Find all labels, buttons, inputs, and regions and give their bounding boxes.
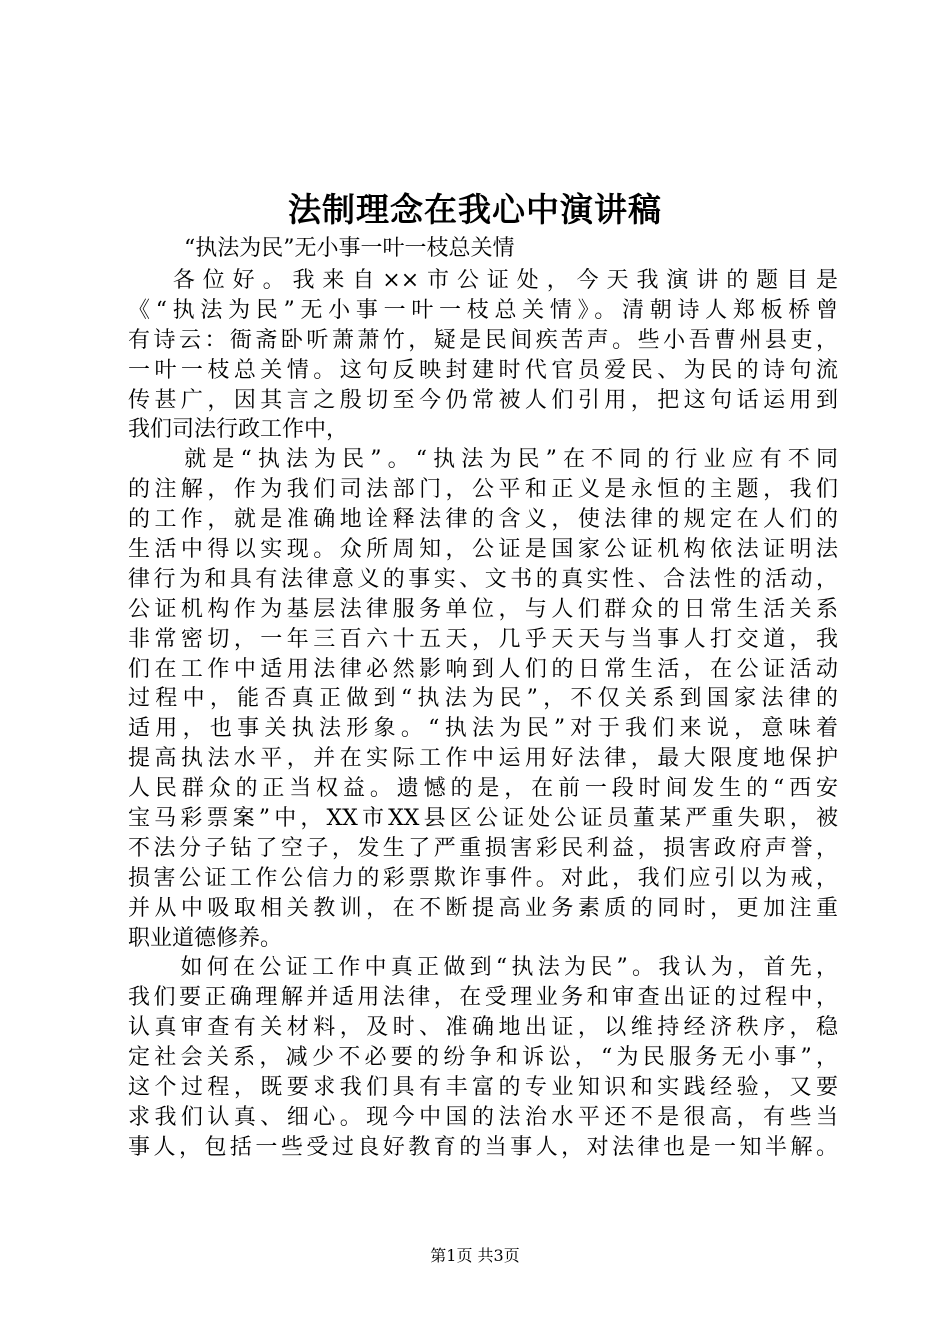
text-line: 公证机构作为基层法律服务单位，与人们群众的日常生活关系 — [128, 596, 838, 622]
text-line: 宝马彩票案”中，XX市XX县区公证处公证员董某严重失职，被 — [128, 806, 838, 832]
text-line: 的注解，作为我们司法部门，公平和正义是永恒的主题，我们 — [128, 477, 838, 503]
text-line: 提高执法水平，并在实际工作中运用好法律，最大限度地保护 — [128, 746, 838, 772]
text-line: 一叶一枝总关情。这句反映封建时代官员爱民、为民的诗句流 — [128, 357, 838, 383]
text-line: 们在工作中适用法律必然影响到人们的日常生活，在公证活动 — [128, 656, 838, 682]
text-line: 的工作，就是准确地诠释法律的含义，使法律的规定在人们的 — [128, 507, 838, 533]
text-line: 这个过程，既要求我们具有丰富的专业知识和实践经验，又要 — [128, 1075, 838, 1101]
text-line: 非常密切，一年三百六十五天，几乎天天与当事人打交道，我 — [128, 626, 838, 652]
text-line: 生活中得以实现。众所周知，公证是国家公证机构依法证明法 — [128, 537, 838, 563]
text-line: 如何在公证工作中真正做到“执法为民”。我认为，首先， — [128, 955, 838, 981]
page-title: 法制理念在我心中演讲稿 — [288, 190, 662, 229]
text-line: 律行为和具有法律意义的事实、文书的真实性、合法性的活动， — [128, 566, 838, 592]
body-text — [128, 266, 838, 1163]
text-line: 并从中吸取相关教训，在不断提高业务素质的同时，更加注重 — [128, 895, 838, 921]
page-footer: 第1页 共3页 — [430, 1246, 520, 1265]
text-line: 各位好。我来自××市公证处，今天我演讲的题目是 — [128, 268, 838, 293]
text-line: 认真审查有关材料，及时、准确地出证，以维持经济秩序，稳 — [128, 1015, 838, 1041]
text-line: 就是“执法为民”。“执法为民”在不同的行业应有不同 — [128, 447, 838, 473]
text-line: 职业道德修养。 — [128, 925, 283, 951]
text-line: 过程中，能否真正做到“执法为民”，不仅关系到国家法律的 — [128, 686, 838, 712]
text-line: 适用，也事关执法形象。“执法为民”对于我们来说，意味着 — [128, 716, 838, 742]
text-line: 损害公证工作公信力的彩票欺诈事件。对此，我们应引以为戒， — [128, 865, 838, 891]
speech-subtitle: “执法为民”无小事一叶一枝总关情 — [184, 236, 515, 261]
text-line: 我们司法行政工作中， — [128, 417, 349, 443]
text-line: 《“执法为民”无小事一叶一枝总关情》。清朝诗人郑板桥曾 — [128, 297, 838, 323]
text-line: 求我们认真、细心。现今中国的法治水平还不是很高，有些当 — [128, 1104, 838, 1130]
text-line: 有诗云：衙斋卧听萧萧竹，疑是民间疾苦声。些小吾曹州县吏， — [128, 327, 838, 353]
text-line: 定社会关系，减少不必要的纷争和诉讼，“为民服务无小事”， — [128, 1045, 838, 1071]
text-line: 人民群众的正当权益。遗憾的是，在前一段时间发生的“西安 — [128, 776, 838, 802]
text-line: 我们要正确理解并适用法律，在受理业务和审查出证的过程中， — [128, 985, 838, 1011]
text-line: 不法分子钻了空子，发生了严重损害彩民利益，损害政府声誉， — [128, 835, 838, 861]
text-line: 传甚广，因其言之殷切至今仍常被人们引用，把这句话运用到 — [128, 387, 838, 413]
text-line: 事人，包括一些受过良好教育的当事人，对法律也是一知半解。 — [128, 1134, 838, 1160]
